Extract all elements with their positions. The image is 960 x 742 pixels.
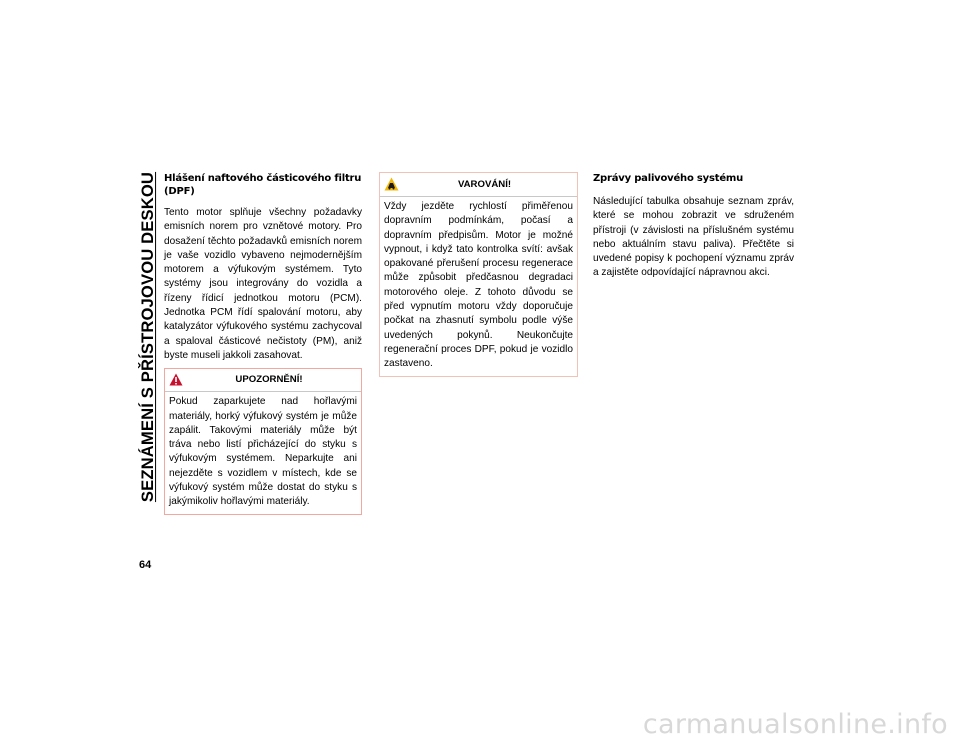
warning-box — [379, 172, 578, 377]
fuel-messages-body-text: Následující tabulka obsahuje seznam zpráv, které se mohou zobrazit ve sdruženém přístroji (v závislosti na příslušném systému nebo aktuálním stavu paliva). Přečtěte si uvedené popisy k pochopení významu zpráv a zajistěte odpovídající nápravnou akci. — [593, 196, 794, 279]
section-side-title — [134, 158, 162, 516]
warning-title: VAROVÁNÍ! — [457, 179, 512, 190]
fuel-messages-heading: Zprávy palivového systému — [593, 173, 744, 184]
caution-box-header — [165, 369, 361, 392]
page-number: 64 — [139, 559, 152, 571]
caution-box — [164, 368, 362, 514]
column-warning — [379, 172, 578, 377]
caution-title: UPOZORNĚNÍ! — [235, 374, 303, 386]
caution-triangle-icon — [169, 373, 183, 386]
dpf-body-text: Tento motor splňuje všechny požadavky emisních norem pro vznětové motory. Pro dosažení těchto požadavků emisních norem je vaše vozidlo vybaveno nejmodernějším motorem a výfukovým systémem. Tyto systémy jsou integrovány do vozidla a řízeny řídicí jednotkou motoru (PCM). Jednotka PCM řídí spalování motoru, aby katalyzátor výfukového systému zachycoval a spaloval částicové nečistoty (PM), aniž byste museli jakkoli zasahovat. — [164, 207, 362, 361]
column-fuel-messages — [593, 172, 794, 281]
section-side-title-text: SEZNÁMENÍ S PŘÍSTROJOVOU DESKOU — [138, 171, 157, 503]
dpf-heading: Hlášení naftového částicového filtru (DPF) — [164, 173, 362, 197]
caution-text: Pokud zaparkujete nad hořlavými materiály, horký výfukový systém je může zapálit. Takovými materiály může být tráva nebo listí přicházející do styku s výfukovým systémem. Neparkujte ani nejezděte s vozidlem v místech, kde se výfukový systém může dostat do styku s jakýmikoliv hořlavými materiály. — [169, 396, 357, 508]
column-dpf — [164, 172, 362, 515]
warning-box-header — [380, 173, 577, 197]
warning-triangle-icon — [384, 177, 399, 191]
watermark: carmanualsonline.info — [642, 709, 948, 740]
warning-text: Vždy jezděte rychlostí přiměřenou dopravním podmínkám, počasí a dopravním předpisům. Motor je možné vypnout, i když tato kontrolka svítí: avšak opakované přerušení procesu regenerace může způsobit předčasnou degradaci motorového oleje. Z tohoto důvodu se před vypnutím motoru vždy doporučuje počkat na zhasnutí symbolu podle výše uvedených pokynů. Neukončujte regenerační proces DPF, pokud je vozidlo zastaveno. — [384, 201, 573, 370]
